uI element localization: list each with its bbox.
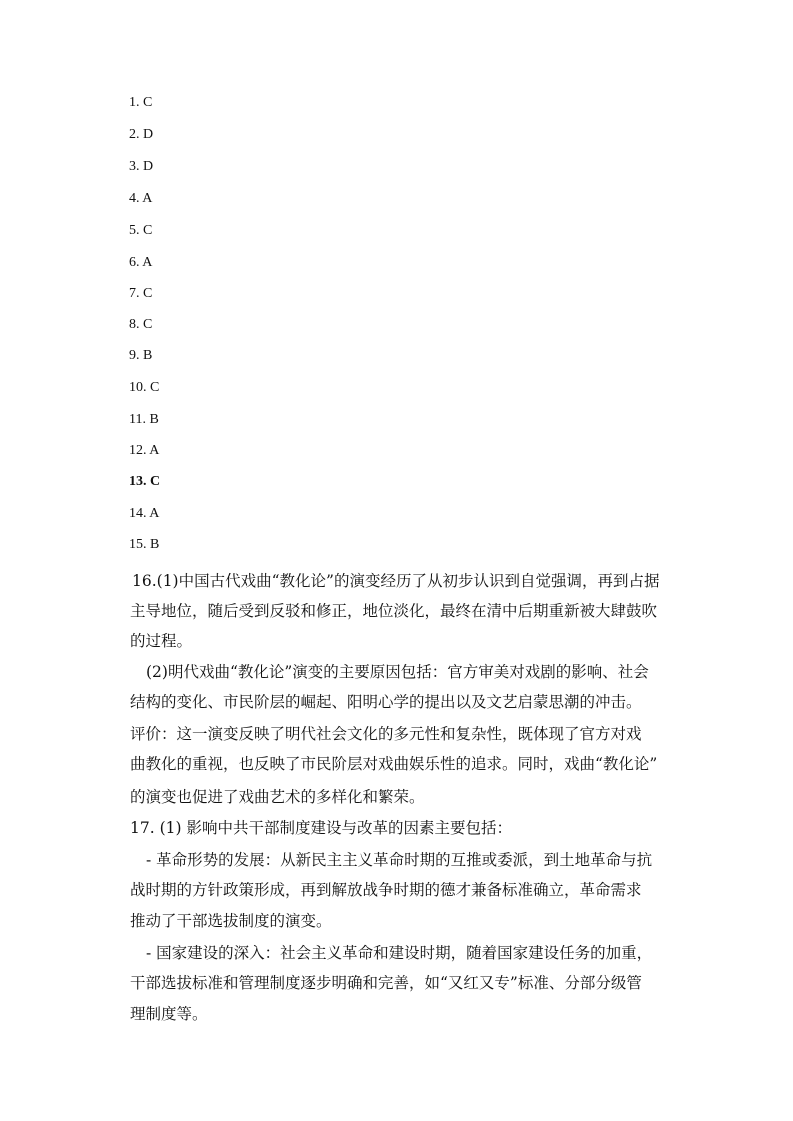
q17-p1-line-2: 战时期的方针政策形成，再到解放战争时期的德才兼备标准确立，革命需求 xyxy=(130,881,642,899)
answer-4: 4. A xyxy=(129,191,153,206)
q16-p1-line-3: 的过程。 xyxy=(130,632,193,650)
q16-p2-line-1: (2)明代戏曲“教化论”演变的主要原因包括：官方审美对戏剧的影响、社会 xyxy=(146,663,649,681)
answer-9: 9. B xyxy=(129,348,153,363)
q16-p1-line-1: 16.(1)中国古代戏曲“教化论”的演变经历了从初步认识到自觉强调，再到占据 xyxy=(132,572,660,590)
answer-8: 8. C xyxy=(129,317,153,332)
q17-p1-line-1: - 革命形势的发展：从新民主主义革命时期的互推或委派，到土地革命与抗 xyxy=(146,851,653,869)
answer-15: 15. B xyxy=(129,537,160,552)
q16-p3-line-3: 的演变也促进了戏曲艺术的多样化和繁荣。 xyxy=(130,788,425,806)
q17-p2-line-1: - 国家建设的深入：社会主义革命和建设时期，随着国家建设任务的加重， xyxy=(146,944,653,962)
answer-7: 7. C xyxy=(129,286,153,301)
answer-6: 6. A xyxy=(129,255,153,270)
q17-intro: 17. (1) 影响中共干部制度建设与改革的因素主要包括： xyxy=(130,819,512,837)
answer-12: 12. A xyxy=(129,443,160,458)
answer-1: 1. C xyxy=(129,95,153,110)
answer-11: 11. B xyxy=(129,412,159,427)
answer-13: 13. C xyxy=(129,474,161,489)
answer-5: 5. C xyxy=(129,223,153,238)
q17-p1-line-3: 推动了干部选拔制度的演变。 xyxy=(130,912,332,930)
q17-p2-line-2: 干部选拔标准和管理制度逐步明确和完善，如“又红又专”标准、分部分级管 xyxy=(130,974,642,992)
answer-2: 2. D xyxy=(129,127,154,142)
q17-p2-line-3: 理制度等。 xyxy=(130,1005,208,1023)
answer-10: 10. C xyxy=(129,380,160,395)
answer-3: 3. D xyxy=(129,159,154,174)
q16-p2-line-2: 结构的变化、市民阶层的崛起、阳明心学的提出以及文艺启蒙思潮的冲击。 xyxy=(130,693,642,711)
q16-p1-line-2: 主导地位，随后受到反驳和修正，地位淡化，最终在清中后期重新被大肆鼓吹 xyxy=(130,602,658,620)
q16-p3-line-2: 曲教化的重视，也反映了市民阶层对戏曲娱乐性的追求。同时，戏曲“教化论” xyxy=(130,755,658,773)
answer-14: 14. A xyxy=(129,506,160,521)
q16-p3-line-1: 评价：这一演变反映了明代社会文化的多元性和复杂性，既体现了官方对戏 xyxy=(130,725,642,743)
